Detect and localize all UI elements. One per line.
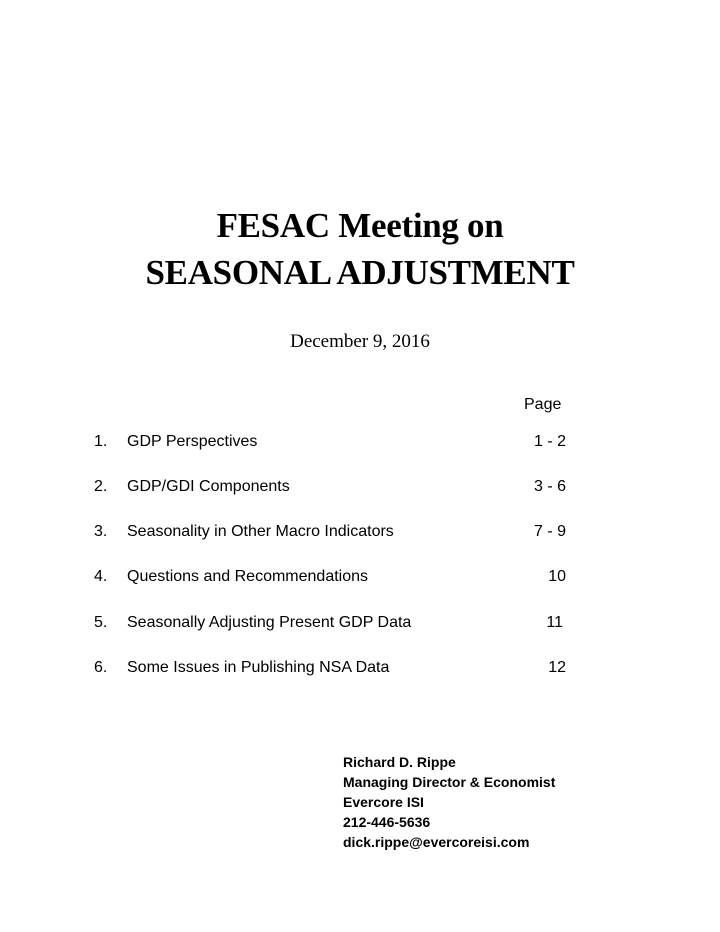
toc-item-title: Seasonally Adjusting Present GDP Data bbox=[127, 614, 412, 631]
toc-item bbox=[0, 431, 720, 453]
toc-item bbox=[0, 521, 720, 543]
contact-name: Richard D. Rippe bbox=[343, 754, 456, 770]
toc-item-title: GDP/GDI Components bbox=[127, 478, 290, 495]
toc-item-page: 1 - 2 bbox=[533, 433, 566, 450]
toc-item-number: 5. bbox=[94, 614, 108, 631]
toc-item-number: 3. bbox=[94, 523, 108, 540]
toc-item-number: 4. bbox=[94, 568, 108, 585]
contact-company: Evercore ISI bbox=[343, 794, 424, 810]
toc-item-page: 7 - 9 bbox=[533, 523, 566, 540]
toc-item bbox=[0, 657, 720, 679]
contact-block bbox=[343, 752, 555, 852]
contact-email: dick.rippe@evercoreisi.com bbox=[343, 834, 530, 850]
toc-item-page: 3 - 6 bbox=[533, 478, 566, 495]
toc-item-page: 11 bbox=[546, 614, 563, 631]
toc-item bbox=[0, 566, 720, 588]
toc-page-column-header: Page bbox=[524, 396, 562, 413]
toc-item-number: 2. bbox=[94, 478, 108, 495]
page-title-line-2: SEASONAL ADJUSTMENT bbox=[145, 253, 575, 292]
page-title-line-1: FESAC Meeting on bbox=[216, 206, 504, 245]
meeting-date: December 9, 2016 bbox=[290, 331, 430, 352]
toc-item-page: 12 bbox=[548, 659, 566, 676]
toc-item-title: Some Issues in Publishing NSA Data bbox=[127, 659, 390, 676]
toc-item-title: GDP Perspectives bbox=[127, 433, 258, 450]
toc-item bbox=[0, 612, 720, 634]
toc-item-number: 1. bbox=[94, 433, 108, 450]
contact-phone: 212-446-5636 bbox=[343, 814, 431, 830]
toc-item-title: Seasonality in Other Macro Indicators bbox=[127, 523, 394, 540]
toc-item-page: 10 bbox=[548, 568, 566, 585]
toc-item-number: 6. bbox=[94, 659, 108, 676]
toc-item-title: Questions and Recommendations bbox=[127, 568, 369, 585]
contact-role: Managing Director & Economist bbox=[343, 774, 556, 790]
toc-item bbox=[0, 476, 720, 498]
